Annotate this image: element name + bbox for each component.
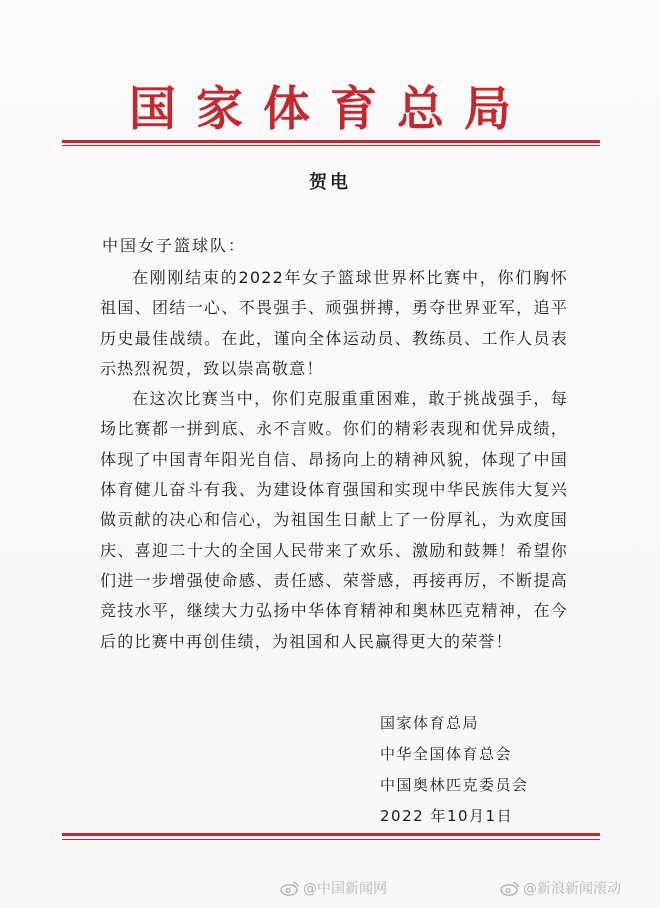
watermark-sina <box>500 878 621 898</box>
watermark-text: @新浪新闻滚动 <box>523 881 621 897</box>
document-date: 2022 年10月1日 <box>380 807 514 825</box>
footer-divider-bottom <box>62 839 600 840</box>
letterhead-divider-bottom <box>62 145 600 146</box>
salutation: 中国女子篮球队： <box>102 236 247 255</box>
document-title: 贺电 <box>309 172 351 193</box>
letterhead-title: 国家体育总局 <box>129 82 531 137</box>
footer-divider-top <box>62 833 600 836</box>
letter-body <box>100 263 568 657</box>
body-paragraph-2: 在这次比赛当中，你们克服重重困难，敢于挑战强手，每场比赛都一拼到底、永不言败。你们的精彩表现和优异成绩，体现了中国青年阳光自信、昂扬向上的精神风貌，体现了中国体育健儿奋斗有我、为建设体育强国和实现中华民族伟大复兴做贡献的决心和信心，为祖国生日献上了一份厚礼，为欢度国庆、喜迎二十大的全国人民带来了欢乐、激励和鼓舞！希望你们进一步增强使命感、责任感、荣誉感，再接再厉，不断提高竞技水平，继续大力弘扬中华体育精神和奥林匹克精神，在今后的比赛中再创佳绩，为祖国和人民赢得更大的荣誉！ <box>100 389 568 651</box>
watermark-text: @中国新闻网 <box>303 881 387 897</box>
body-paragraph-1: 在刚刚结束的2022年女子篮球世界杯比赛中，你们胸怀祖国、团结一心、不畏强手、顽强拼搏，勇夺世界亚军，追平历史最佳战绩。在此，谨向全体运动员、教练员、工作人员表示热烈祝贺，致以崇高敬意！ <box>100 268 568 378</box>
signatory-sport-general-administration: 国家体育总局 <box>380 714 480 732</box>
weibo-icon <box>280 880 300 896</box>
weibo-icon <box>500 880 520 896</box>
letterhead-divider-top <box>62 140 600 143</box>
signatory-olympic-committee: 中国奥林匹克委员会 <box>380 776 529 794</box>
signatory-all-china-sports-federation: 中华全国体育总会 <box>380 745 513 763</box>
watermark-chinanews <box>280 878 387 898</box>
signature-block <box>380 708 529 832</box>
